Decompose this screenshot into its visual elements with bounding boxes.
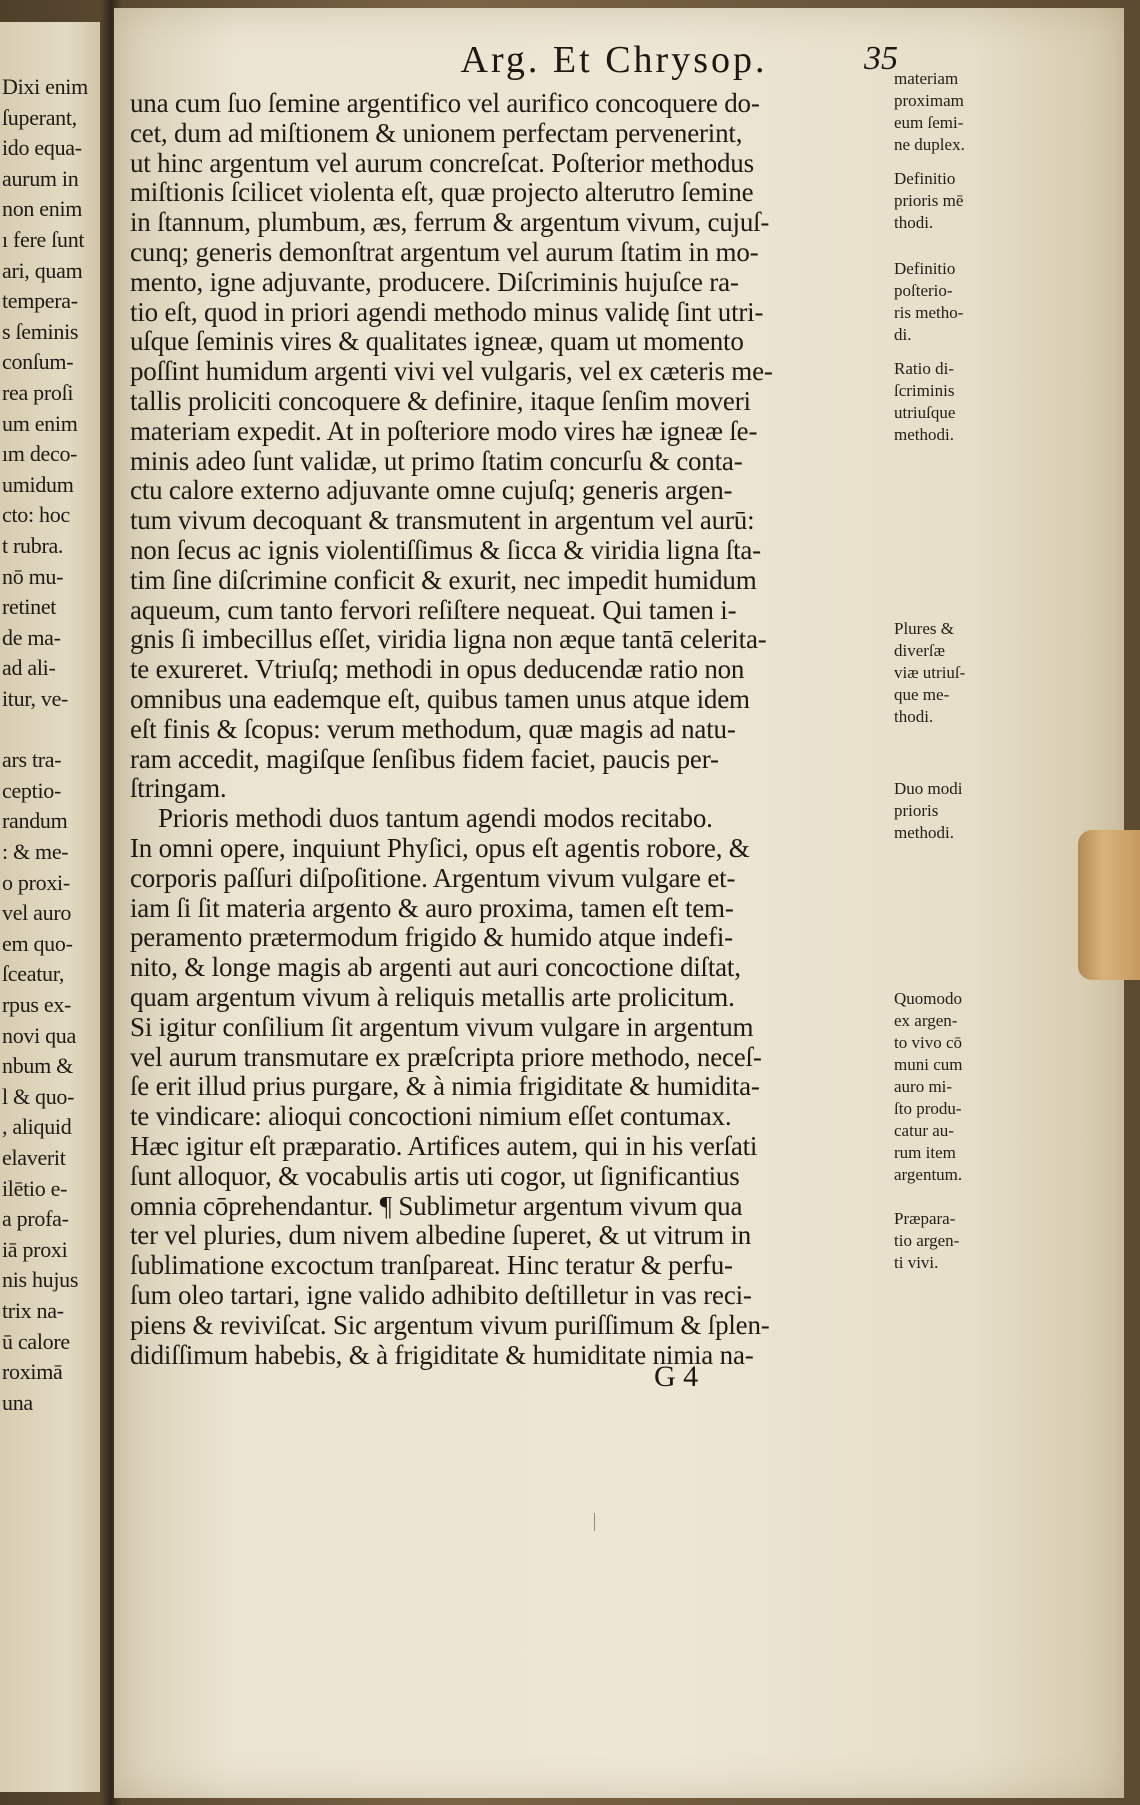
left-page-line: ū calore	[2, 1328, 70, 1354]
left-page-line: a profa-	[2, 1206, 69, 1232]
left-page-line: cto: hoc	[2, 502, 70, 528]
marginal-gloss: Præpara- tio argen- ti vivi.	[894, 1209, 960, 1272]
left-page-line: de ma-	[2, 624, 61, 650]
text-line: ut hinc argentum vel aurum concreſcat. Poſterior methodus	[130, 147, 754, 178]
text-line: uſque ſeminis vires & qualitates igneæ, quam ut momento	[130, 326, 744, 357]
text-line: ctu calore externo adjuvante omne cujuſq; generis argen-	[130, 475, 733, 506]
marginal-gloss: Definitio poſterio- ris metho- di.	[894, 259, 964, 344]
left-page-line: nis hujus	[2, 1267, 79, 1293]
left-page-line: rea proſi	[2, 380, 74, 405]
text-line: vel aurum transmutare ex præſcripta priore methodo, neceſ-	[130, 1041, 762, 1072]
left-page-line: elaverit	[2, 1145, 66, 1170]
marginal-gloss: Definitio prioris mē thodi.	[894, 169, 964, 232]
left-page-line: ım deco-	[2, 441, 78, 467]
marginal-glosses	[114, 8, 1124, 1408]
text-line: cunq; generis demonſtrat argentum vel aurum ſtatim in mo-	[130, 237, 759, 267]
text-line: eſt finis & ſcopus: verum methodum, quæ magis ad natu-	[130, 713, 736, 744]
text-line: ter vel pluries, dum nivem albedine ſuperet, & ut vitrum in	[130, 1220, 752, 1251]
left-page-line: iā proxi	[2, 1236, 68, 1262]
text-line: non ſecus ac ignis violentiſſimus & ſicca & viridia ligna ſta-	[130, 535, 761, 565]
left-page-line: ari, quam	[2, 257, 83, 283]
left-page-line: ceptio-	[2, 777, 61, 803]
left-page-line: um enim	[2, 410, 78, 436]
marginal-gloss: Plures & diverſæ viæ utriuſ- que me- thodi.	[894, 619, 966, 726]
running-head: Arg. Et Chrysop.	[460, 39, 768, 81]
marginal-gloss: Duo modi prioris methodi.	[894, 779, 963, 842]
text-line: In omni opere, inquiunt Phyſici, opus eſt agentis robore, &	[130, 833, 750, 863]
left-page-line: , aliquid	[2, 1114, 72, 1140]
left-page-line: : & me-	[2, 839, 69, 864]
text-line: una cum ſuo ſemine argentifico vel aurifico concoquere do-	[130, 88, 760, 118]
left-page-line: nbum &	[2, 1053, 73, 1079]
text-line: ſe erit illud prius purgare, & à nimia frigiditate & humidita-	[130, 1071, 760, 1102]
text-line: quam argentum vivum à reliquis metallis arte prolicitum.	[130, 982, 735, 1012]
bookmark-strip	[1078, 830, 1140, 980]
left-page-line: conſum-	[2, 349, 74, 375]
text-line: poſſint humidum argenti vivi vel vulgaris, vel ex cæteris me-	[130, 356, 773, 387]
left-page-line: tempera-	[2, 288, 78, 314]
left-page-line: ad ali-	[2, 655, 56, 681]
text-line: tum vivum decoquant & transmutent in argentum vel aurū:	[130, 505, 755, 536]
marginal-gloss: Quomodo ex argen- to vivo cō muni cum auro mi- ſto produ- catur au- rum item argentum.	[894, 989, 963, 1184]
left-page-line: itur, ve-	[2, 686, 69, 711]
left-page-fragment	[0, 22, 112, 1792]
left-page-line: roximā	[2, 1359, 63, 1385]
text-line: in ſtannum, plumbum, æs, ferrum & argentum vivum, cujuſ-	[130, 207, 770, 238]
text-line: materiam expedit. At in poſteriore modo vires hæ igneæ ſe-	[130, 415, 758, 446]
left-page-line: ſuperant,	[2, 104, 77, 130]
text-line: corporis paſſuri diſpoſitione. Argentum vivum vulgare et-	[130, 862, 736, 893]
right-page	[114, 8, 1124, 1798]
text-line: tim ſine diſcrimine conficit & exurit, nec impedit humidum	[130, 564, 757, 595]
left-page-line: Dixi enim	[2, 74, 88, 99]
text-line: omnibus una eademque eſt, quibus tamen unus atque idem	[130, 684, 750, 714]
left-page-line: ars tra-	[2, 747, 62, 773]
text-line: piens & reviviſcat. Sic argentum vivum puriſſimum & ſplen-	[130, 1309, 770, 1340]
left-page-line: umidum	[2, 471, 74, 497]
text-line: aqueum, cum tanto fervori reſiſtere nequeat. Qui tamen i-	[130, 594, 737, 625]
left-page-line: randum	[2, 808, 68, 834]
text-line: Prioris methodi duos tantum agendi modos recitabo.	[158, 803, 713, 834]
text-line: te exureret. Vtriuſq; methodi in opus deducendæ ratio non	[130, 654, 745, 685]
left-page-line: una	[2, 1389, 33, 1415]
signature-mark: G 4	[654, 1360, 699, 1393]
left-page-line: o proxi-	[2, 869, 70, 895]
marginal-gloss: materiam proximam eum ſemi- ne duplex.	[894, 69, 965, 154]
text-line: didiſſimum habebis, & à frigiditate & humiditate nimia na-	[130, 1339, 754, 1370]
left-page-line: nō mu-	[2, 563, 64, 589]
text-line: gnis ſi imbecillus eſſet, viridia ligna non æque tantā celerita-	[130, 624, 767, 655]
text-line: minis adeo ſunt validæ, ut primo ſtatim concurſu & conta-	[130, 445, 743, 476]
left-page-line: ı fere ſunt	[2, 227, 85, 252]
left-page-line: novi qua	[2, 1022, 76, 1048]
text-line: tallis proliciti concoquere & definire, itaque ſenſim moveri	[130, 386, 751, 416]
left-page-line: trix na-	[2, 1298, 64, 1323]
text-line: cet, dum ad miſtionem & unionem perfectam pervenerint,	[130, 117, 743, 148]
left-page-line: em quo-	[2, 930, 73, 956]
text-line: te vindicare: alioqui concoctioni nimium eſſet contumax.	[130, 1101, 732, 1132]
marginal-gloss: Ratio di- ſcriminis utriuſque methodi.	[894, 359, 956, 444]
paper-mark	[594, 1513, 605, 1531]
left-page-line: aurum in	[2, 165, 79, 191]
left-page-line: rpus ex-	[2, 992, 72, 1017]
text-line: iam ſi ſit materia argento & auro proxima, tamen eſt tem-	[130, 892, 734, 923]
left-page-line: retinet	[2, 594, 57, 620]
text-line: ſunt alloquor, & vocabulis artis uti cogor, ut ſignificantius	[130, 1160, 740, 1191]
text-line: omnia cōprehendantur. ¶ Sublimetur argentum vivum qua	[130, 1190, 743, 1221]
left-page-line: l & quo-	[2, 1083, 75, 1109]
left-page-line: vel auro	[2, 900, 72, 926]
text-line: nito, & longe magis ab argenti aut auri concoctione diſtat,	[130, 952, 741, 983]
left-page-line: t rubra.	[2, 533, 64, 558]
text-line: ſublimatione excoctum tranſpareat. Hinc teratur & perfu-	[130, 1250, 733, 1281]
text-line: peramento prætermodum frigido & humido atque indefi-	[130, 922, 733, 953]
text-line: miſtionis ſcilicet violenta eſt, quæ projecto alterutro ſemine	[130, 177, 754, 208]
left-page-line: ido equa-	[2, 135, 82, 161]
text-line: ſum oleo tartari, igne valido adhibito deſtilletur in vas reci-	[130, 1280, 752, 1310]
text-line: ſtringam.	[130, 773, 227, 804]
left-page-line: ſceatur,	[2, 961, 65, 987]
text-line: Si igitur conſilium ſit argentum vivum vulgare in argentum	[130, 1011, 754, 1042]
left-page-line: s ſeminis	[2, 318, 79, 344]
text-line: tio eſt, quod in priori agendi methodo minus validę ſint utri-	[130, 296, 764, 327]
text-line: Hæc igitur eſt præparatio. Artifices autem, qui in his verſati	[130, 1131, 758, 1161]
left-page-line: non enim	[2, 196, 83, 222]
text-line: ram accedit, magiſque ſenſibus fidem faciet, paucis per-	[130, 743, 719, 774]
folio-number: 35	[864, 40, 898, 77]
left-page-line: ilētio e-	[2, 1175, 68, 1201]
text-line: mento, igne adjuvante, producere. Diſcriminis hujuſce ra-	[130, 266, 739, 297]
